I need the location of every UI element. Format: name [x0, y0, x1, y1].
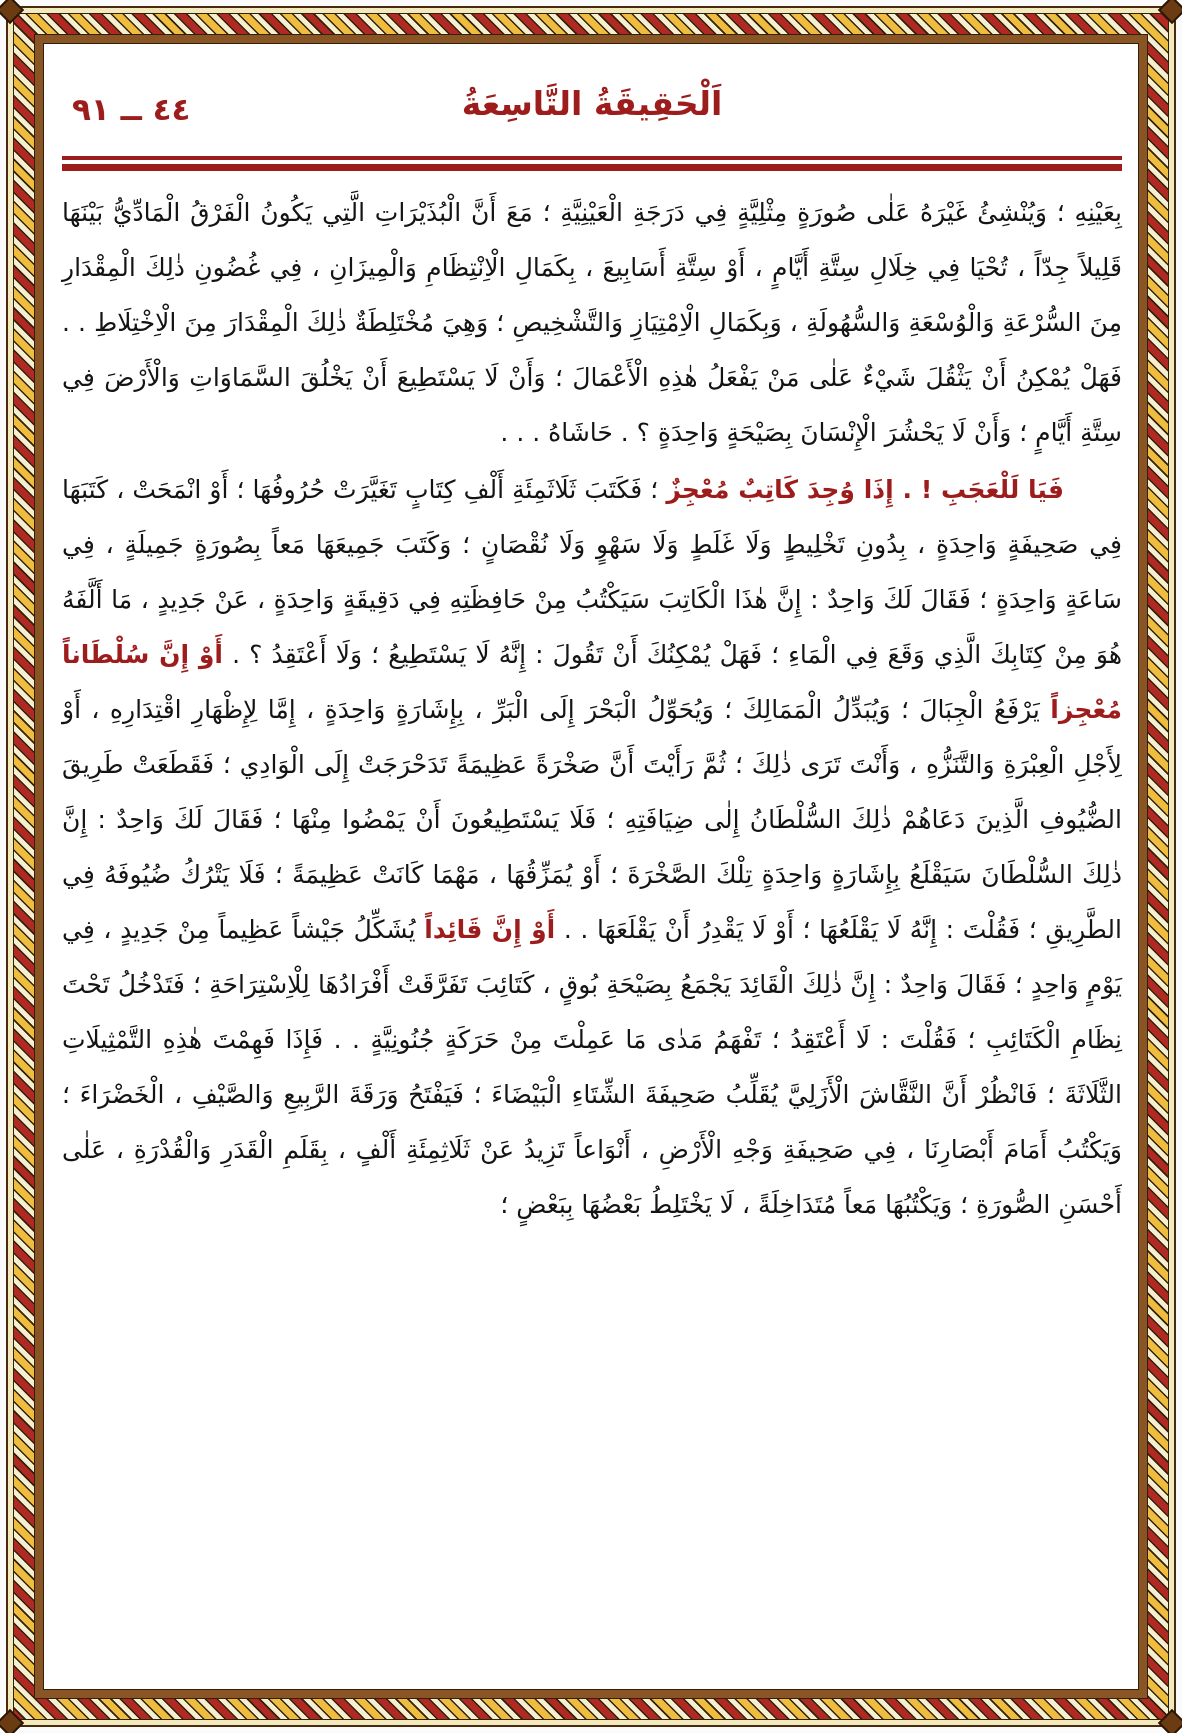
border-brown-band: [35, 35, 1147, 1698]
header-rule-thin: [62, 156, 1122, 160]
highlight-segment: فَيَا لَلْعَجَبِ ! . إِذَا وُجِدَ كَاتِبٌ مُعْجِزٌ: [666, 475, 1065, 504]
paragraph: [62, 185, 1122, 460]
highlight-segment: أَوْ إِنَّ قَائِداً: [424, 915, 556, 944]
text-segment: يَرْفَعُ الْجِبَالَ ؛ وَيُبَدِّلُ الْمَمَالِكَ ؛ وَيُحَوِّلُ الْبَحْرَ إِلَى الْبَرِّ ، بِإِشَارَةٍ وَاحِدَةٍ ، إِمَّا لِإِظْهَارِ اقْتِدَارِهِ ، أَوْ لِأَجْلِ الْعِبْرَةِ وَالتَّنَزُّهِ ، وَأَنْتَ تَرَى ذٰلِكَ ؛ ثُمَّ رَأَيْتَ أَنَّ صَخْرَةً عَظِيمَةً تَدَحْرَجَتْ إِلَى الْوَادِي ؛ فَقَطَعَتْ طَرِيقَ الضُّيُوفِ الَّذِينَ دَعَاهُمْ ذٰلِكَ السُّلْطَانُ إِلٰى ضِيَافَتِهِ ؛ فَلَا يَسْتَطِيعُونَ أَنْ يَمْضُوا مِنْهَا ؛ فَقَالَ لَكَ وَاحِدٌ : إِنَّ ذٰلِكَ السُّلْطَانَ سَيَقْلَعُ بِإِشَارَةٍ وَاحِدَةٍ تِلْكَ الصَّخْرَةَ ؛ أَوْ يُمَزِّقُهَا ، مَهْمَا كَانَتْ عَظِيمَةً ؛ فَلَا يَتْرُكُ ضُيُوفَهُ فِي الطَّرِيقِ ؛ فَقُلْتَ : إِنَّهُ لَا يَقْلَعُهَا ؛ أَوْ لَا يَقْدِرُ أَنْ يَقْلَعَهَا . .: [62, 695, 1122, 944]
header-rule-thick: [62, 164, 1122, 171]
border-chain-band: [14, 14, 1168, 1719]
page-header: [62, 72, 1122, 146]
border-outline: [43, 43, 1139, 1690]
border-outline: [34, 34, 1148, 1699]
text-segment: يُشَكِّلُ جَيْشاً عَظِيماً مِنْ جَدِيدٍ ، فِي يَوْمٍ وَاحِدٍ ؛ فَقَالَ وَاحِدٌ : إِنَّ ذٰلِكَ الْقَائِدَ يَجْمَعُ بِصَيْحَةِ بُوقٍ ، كَتَائِبَ تَفَرَّقَتْ أَفْرَادُهَا لِلْاِسْتِرَاحَةِ ؛ فَتَدْخُلُ تَحْتَ نِظَامِ الْكَتَائِبِ ؛ فَقُلْتَ : لَا أَعْتَقِدُ ؛ تَفْهَمُ مَدٰى مَا عَمِلْتَ مِنْ حَرَكَةٍ جُنُونِيَّةٍ . . فَإِذَا فَهِمْتَ هٰذِهِ التَّمْثِيلَاتِ الثَّلَاثَةَ ؛ فَانْظُرْ أَنَّ النَّقَّاشَ الْأَزَلِيَّ يُقَلِّبُ صَحِيفَةَ الشِّتَاءِ الْبَيْضَاءَ ؛ فَيَفْتَحُ وَرَقَةَ الرَّبِيعِ وَالصَّيْفِ ، الْخَضْرَاءَ ؛ وَيَكْتُبُ أَمَامَ أَبْصَارِنَا ، فِي صَحِيفَةِ وَجْهِ الْأَرْضِ ، أَنْوَاعاً تَزِيدُ عَنْ ثَلَاثِمِئَةِ أَلْفٍ ، بِقَلَمِ الْقَدَرِ وَالْقُدْرَةِ ، عَلٰى أَحْسَنِ الصُّورَةِ ؛ وَيَكْتُبُهَا مَعاً مُتَدَاخِلَةً ، لَا يَخْتَلِطُ بَعْضُهَا بِبَعْضٍ ؛: [62, 915, 1122, 1219]
highlight-segment: أَوْ إِنَّ سُلْطَاناً مُعْجِزاً: [62, 640, 1122, 724]
ornamental-border: [6, 6, 1176, 1727]
page-content: [44, 44, 1138, 1689]
body-text: [62, 185, 1122, 1232]
page-number: ٤٤ ــ ٩١: [72, 92, 191, 128]
text-segment: بِعَيْنِهِ ؛ وَيُنْشِئُ غَيْرَهُ عَلٰى صُورَةٍ مِثْلِيَّةٍ فِي دَرَجَةِ الْعَيْنِيَّةِ ؛ مَعَ أَنَّ الْبُذَيْرَاتِ الَّتِي يَكُونُ الْفَرْقُ الْمَادِّيُّ بَيْنَهَا قَلِيلاً جِدّاً ، تُحْيَا فِي خِلَالِ سِتَّةِ أَيَّامٍ ، أَوْ سِتَّةِ أَسَابِيعَ ، بِكَمَالِ الْاِنْتِظَامِ وَالْمِيزَانِ ، فِي غُضُونِ ذٰلِكَ الْمِقْدَارِ مِنَ السُّرْعَةِ وَالْوُسْعَةِ وَالسُّهُولَةِ ، وَبِكَمَالِ الْاِمْتِيَازِ وَالتَّشْخِيصِ ؛ وَهِيَ مُخْتَلِطَةٌ ذٰلِكَ الْمِقْدَارَ مِنَ الْاِخْتِلَاطِ . . فَهَلْ يُمْكِنُ أَنْ يَثْقُلَ شَيْءٌ عَلٰى مَنْ يَفْعَلُ هٰذِهِ الْأَعْمَالَ ؛ وَأَنْ لَا يَسْتَطِيعَ أَنْ يَخْلُقَ السَّمَاوَاتِ وَالْأَرْضَ فِي سِتَّةِ أَيَّامٍ ؛ وَأَنْ لَا يَحْشُرَ الْإِنْسَانَ بِصَيْحَةٍ وَاحِدَةٍ ؟ . حَاشَاهُ . . .: [62, 198, 1122, 447]
text-segment: ؛ فَكَتَبَ ثَلَاثَمِئَةِ أَلْفِ كِتَابٍ تَغَيَّرَتْ حُرُوفُهَا ؛ أَوْ انْمَحَتْ ، كَتَبَهَا فِي صَحِيفَةٍ وَاحِدَةٍ ، بِدُونِ تَخْلِيطٍ وَلَا غَلَطٍ وَلَا سَهْوٍ وَلَا نُقْصَانٍ ؛ وَكَتَبَ جَمِيعَهَا مَعاً بِصُورَةٍ جَمِيلَةٍ ، فِي سَاعَةٍ وَاحِدَةٍ ؛ فَقَالَ لَكَ وَاحِدٌ : إِنَّ هٰذَا الْكَاتِبَ سَيَكْتُبُ مِنْ حَافِظَتِهِ فِي دَقِيقَةٍ وَاحِدَةٍ ، عَنْ جَدِيدٍ ، مَا أَلَّفَهُ هُوَ مِنْ كِتَابِكَ الَّذِي وَقَعَ فِي الْمَاءِ ؛ فَهَلْ يُمْكِنُكَ أَنْ تَقُولَ : إِنَّهُ لَا يَسْتَطِيعُ ؛ وَلَا أَعْتَقِدُ ؟ .: [62, 475, 1122, 669]
paragraph: [62, 462, 1122, 1232]
border-cream-band: [8, 8, 1174, 1725]
border-outline: [13, 13, 1169, 1720]
page-title: اَلْحَقِيقَةُ التَّاسِعَةُ: [461, 84, 723, 123]
